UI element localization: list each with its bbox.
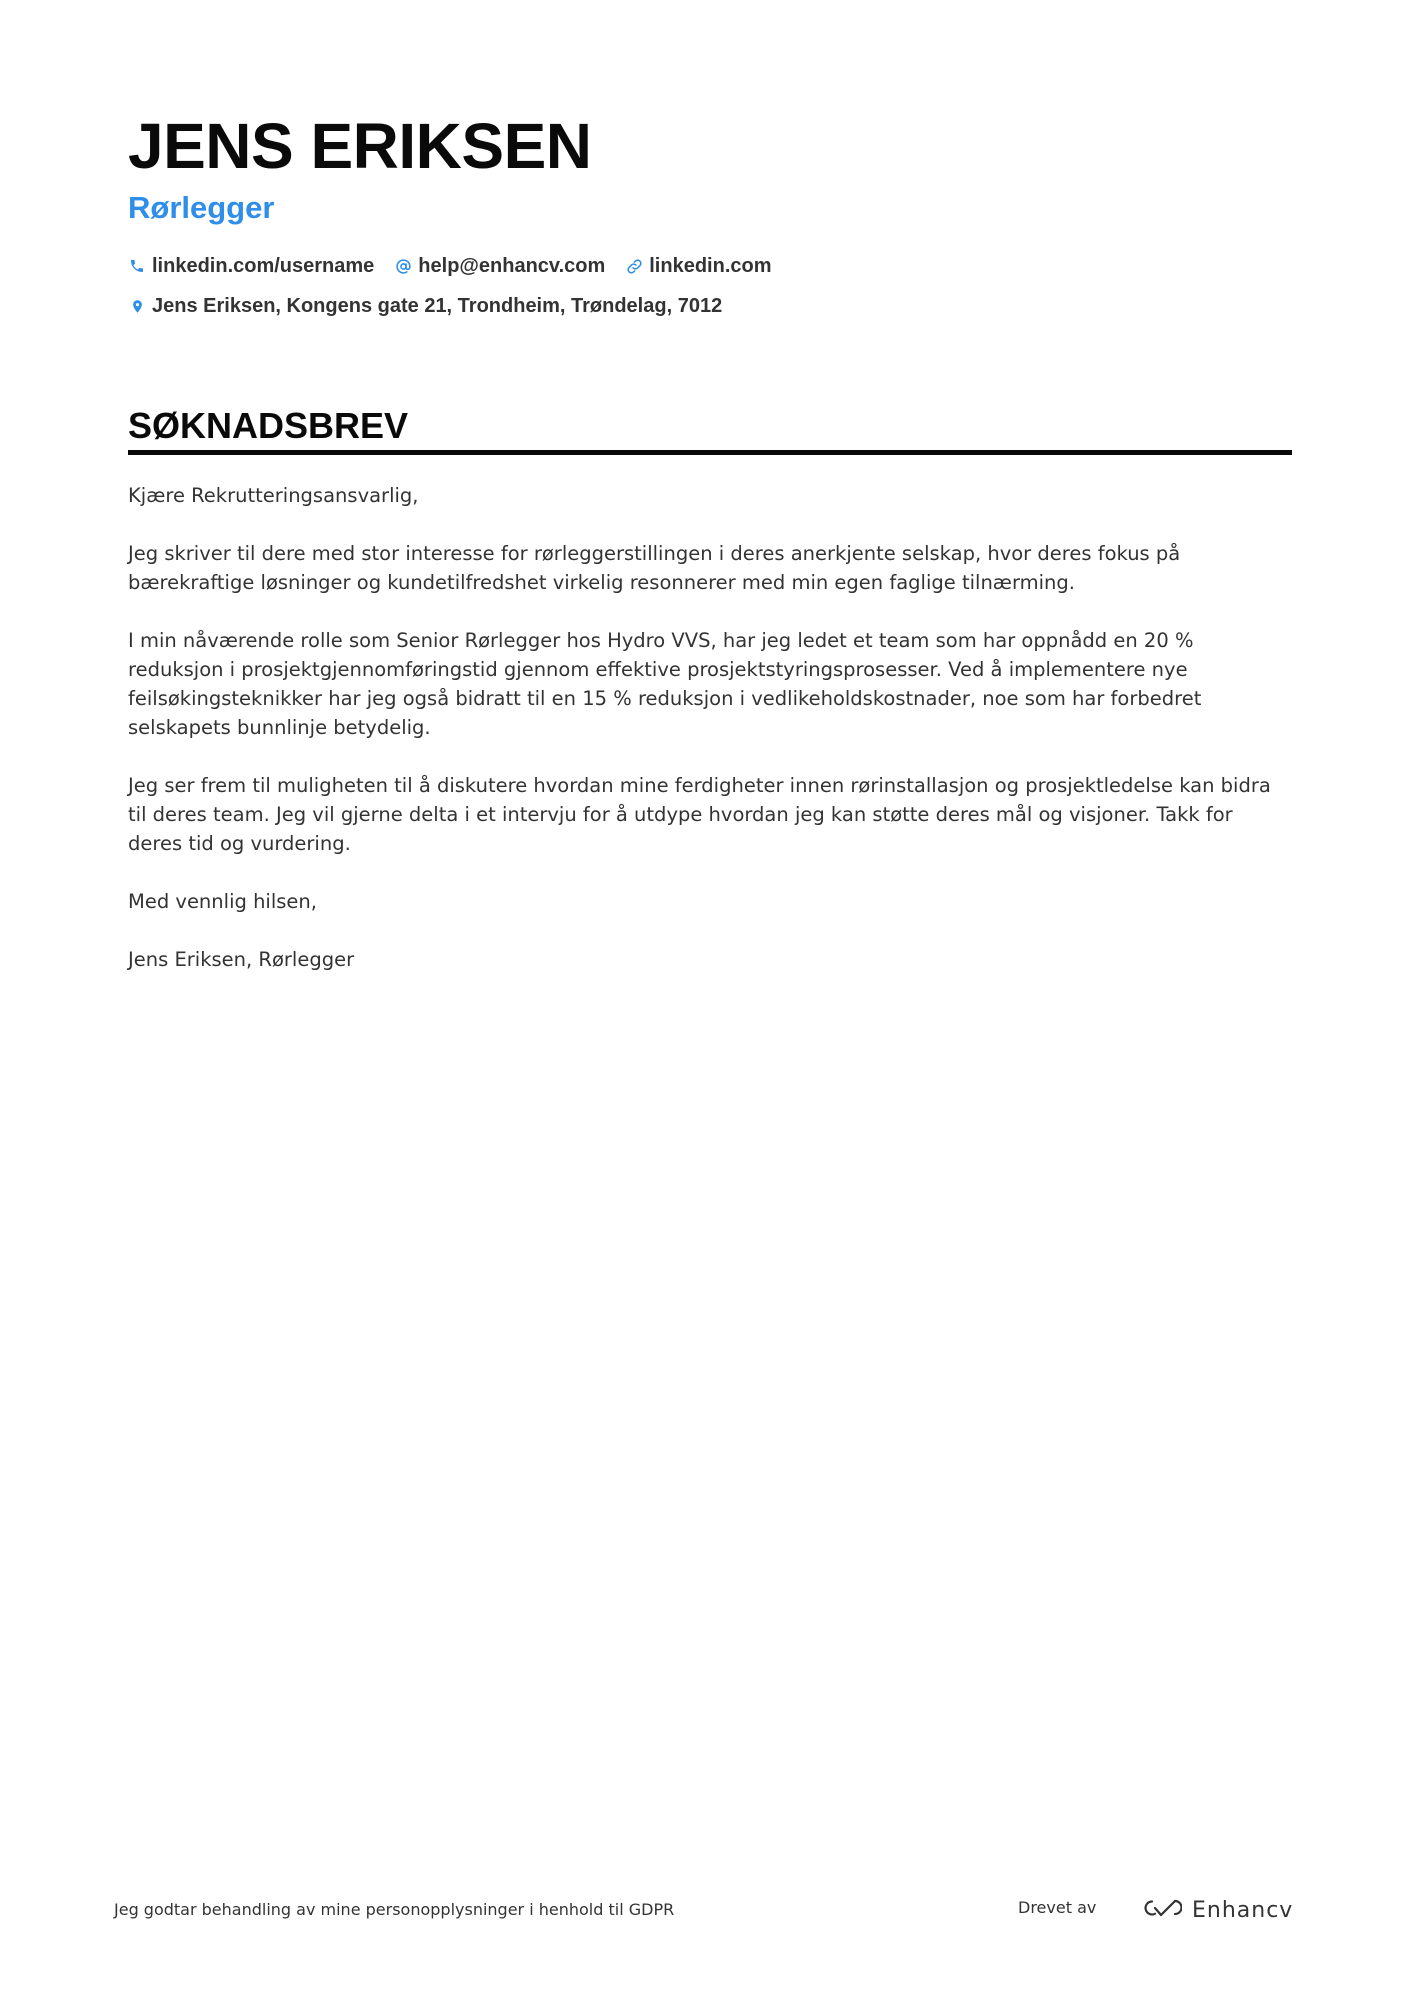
contact-link[interactable] [625, 255, 771, 278]
section-title: SØKNADSBREV [128, 405, 409, 446]
contact-phone-text: linkedin.com/username [152, 254, 375, 277]
gdpr-consent-text: Jeg godtar behandling av mine personopplysninger i henhold til GDPR [114, 1900, 675, 1919]
letter-paragraph: Jeg ser frem til muligheten til å diskutere hvordan mine ferdigheter innen rørinstallasjon og prosjektledelse kan bidra til deres team. Jeg vil gjerne delta i et intervju for å utdype hvordan jeg kan støtte deres mål og visjoner. Takk for deres tid og vurdering. [128, 774, 1271, 855]
contact-link-text: linkedin.com [649, 254, 772, 277]
link-icon [625, 257, 643, 275]
contact-row-address [128, 286, 1292, 326]
brand-name: Enhancv [1192, 1897, 1294, 1923]
contact-email-text: help@enhancv.com [418, 254, 606, 277]
contact-phone[interactable] [128, 255, 374, 278]
letter-closing: Med vennlig hilsen, [128, 890, 317, 913]
footer [114, 1890, 1294, 1930]
letter-paragraph: Jeg skriver til dere med stor interesse for rørleggerstillingen i deres anerkjente selskap, hvor deres fokus på bærekraftige løsninger og kundetilfredshet virkelig resonnerer med min egen faglige tilnærming. [128, 542, 1181, 594]
letter-paragraph: I min nåværende rolle som Senior Rørlegger hos Hydro VVS, har jeg ledet et team som har oppnådd en 20 % reduksjon i prosjektgjennomføringstid gjennom effektive prosjektstyringsprosesser. Ved å implementere nye feilsøkingsteknikker har jeg også bidratt til en 15 % reduksjon i vedlikeholdskostnader, noe som har forbedret selskapets bunnlinje betydelig. [128, 629, 1202, 739]
contact-address-text: Jens Eriksen, Kongens gate 21, Trondheim, Trøndelag, 7012 [152, 294, 723, 317]
location-pin-icon [128, 297, 146, 315]
candidate-role: Rørlegger [128, 190, 275, 225]
candidate-name: JENS ERIKSEN [128, 110, 592, 182]
section-divider [128, 450, 1292, 455]
brand-logo[interactable] [1138, 1890, 1293, 1930]
cover-letter-section [128, 404, 1292, 1003]
contact-email[interactable] [394, 255, 605, 278]
header [128, 108, 1292, 326]
phone-icon [128, 257, 146, 275]
at-sign-icon [394, 257, 412, 275]
contact-row-primary [128, 246, 1292, 286]
letter-greeting: Kjære Rekrutteringsansvarlig, [128, 484, 419, 507]
letter-signature: Jens Eriksen, Rørlegger [128, 948, 355, 971]
powered-by-text: Drevet av [1018, 1898, 1097, 1917]
contact-info [128, 246, 1292, 326]
letter-body [128, 481, 1292, 974]
contact-address [128, 295, 722, 318]
enhancv-logo-icon [1138, 1896, 1182, 1924]
